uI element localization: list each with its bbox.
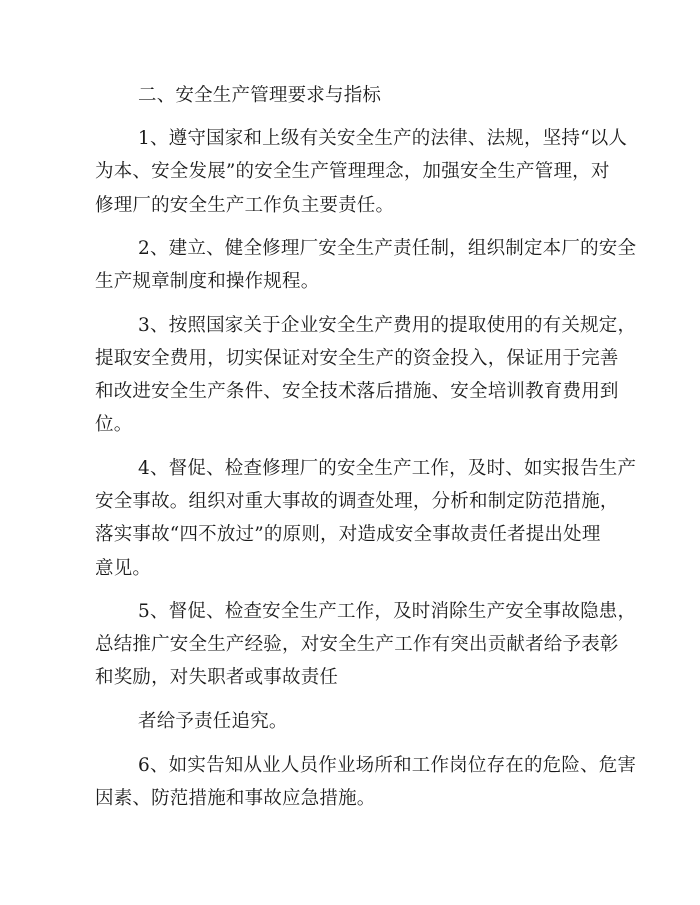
paragraph-line: 和改进安全生产条件、安全技术落后措施、安全培训教育费用到 [95, 381, 619, 402]
paragraph-line: 因素、防范措施和事故应急措施。 [95, 788, 376, 809]
paragraph-line: 安全事故。组织对重大事故的调查处理，分析和制定防范措施， [95, 491, 619, 512]
paragraph-line: 者给予责任追究。 [138, 711, 288, 732]
paragraph-line: 提取安全费用，切实保证对安全生产的资金投入，保证用于完善 [95, 348, 619, 369]
paragraph-line: 4、督促、检查修理厂的安全生产工作，及时、如实报告生产 [138, 458, 637, 479]
paragraph-line: 落实事故“四不放过”的原则，对造成安全事故责任者提出处理 [95, 524, 601, 545]
paragraph-line: 总结推广安全生产经验，对安全生产工作有突出贡献者给予表彰 [95, 634, 619, 655]
paragraph-line: 6、如实告知从业人员作业场所和工作岗位存在的危险、危害 [138, 755, 637, 776]
paragraph-line: 3、按照国家关于企业安全生产费用的提取使用的有关规定， [138, 315, 637, 336]
section-heading: 二、安全生产管理要求与指标 [138, 85, 382, 106]
paragraph-line: 和奖励，对失职者或事故责任 [95, 667, 339, 688]
paragraph-line: 2、建立、健全修理厂安全生产责任制，组织制定本厂的安全 [138, 238, 637, 259]
paragraph-line: 位。 [95, 414, 133, 435]
paragraph-line: 修理厂的安全生产工作负主要责任。 [95, 195, 395, 216]
paragraph-line: 意见。 [95, 558, 152, 579]
paragraph-line: 生产规章制度和操作规程。 [95, 271, 320, 292]
paragraph-line: 为本、安全发展”的安全生产管理理念，加强安全生产管理，对 [95, 161, 610, 182]
paragraph-line: 5、督促、检查安全生产工作，及时消除生产安全事故隐患， [138, 601, 637, 622]
paragraph-line: 1、遵守国家和上级有关安全生产的法律、法规，坚持“以人 [138, 128, 628, 149]
